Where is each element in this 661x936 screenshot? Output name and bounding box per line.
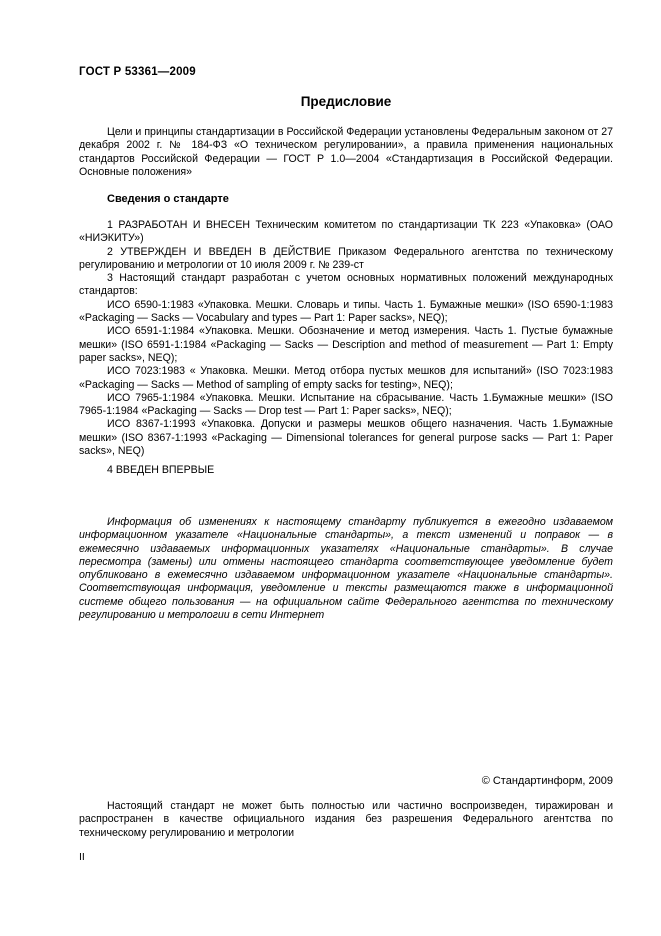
info-item-1: 1 РАЗРАБОТАН И ВНЕСЕН Техническим комитетом по стандартизации ТК 223 «Упаковка» (ОАО «НИЭКИТУ») [79, 219, 613, 245]
page-number: II [79, 851, 85, 863]
iso-reference: ИСО 7023:1983 « Упаковка. Мешки. Метод отбора пустых мешков для испытаний» (ISO 7023:1983 «Packaging — Sacks — Method of sampling of empty sacks for testing», NEQ); [79, 365, 613, 391]
page-title: Предисловие [300, 94, 392, 109]
iso-reference: ИСО 8367-1:1993 «Упаковка. Допуски и размеры мешков общего назначения. Часть 1.Бумажные мешки» (ISO 8367-1:1993 «Packaging — Dimensional tolerances for general purpose sacks — Part 1: Paper sacks», NEQ) [79, 418, 613, 458]
info-item-4: 4 ВВЕДЕН ВПЕРВЫЕ [107, 464, 215, 476]
standard-info-block [79, 219, 613, 458]
section-subtitle: Сведения о стандарте [107, 193, 229, 205]
info-notice: Информация об изменениях к настоящему стандарту публикуется в ежегодно издаваемом информационном указателе «Национальные стандарты», а текст изменений и поправок — в ежемесячно издаваемых информационных указателях «Национальные стандарты». В случае пересмотра (замены) или отмены настоящего стандарта соответствующее уведомление будет опубликовано в ежемесячно издаваемом информационном указателе «Национальные стандарты». Соответствующая информация, уведомление и тексты размещаются также в информационной системе общего пользования — на официальном сайте Федерального агентства по техническому регулированию и метрологии в сети Интернет [79, 516, 613, 622]
gost-header: ГОСТ Р 53361—2009 [79, 66, 196, 78]
copyright: © Стандартинформ, 2009 [481, 775, 613, 787]
iso-reference: ИСО 6590-1:1983 «Упаковка. Мешки. Словарь и типы. Часть 1. Бумажные мешки» (ISO 6590-1:1983 «Packaging — Sacks — Vocabulary and types — Part 1: Paper sacks», NEQ); [79, 298, 613, 325]
info-notice-block [79, 516, 613, 622]
item-4-block [79, 464, 613, 477]
info-item-2: 2 УТВЕРЖДЕН И ВВЕДЕН В ДЕЙСТВИЕ Приказом Федерального агентства по техническому регулированию и метрологии от 10 июля 2009 г. № 239-ст [79, 245, 613, 271]
intro-block [79, 126, 613, 179]
info-item-3: 3 Настоящий стандарт разработан с учетом основных нормативных положений международных стандартов: [79, 272, 613, 298]
intro-paragraph: Цели и принципы стандартизации в Российской Федерации установлены Федеральным законом от 27 декабря 2002 г. № 184-ФЗ «О техническом регулировании», а правила применения национальных стандартов Российской Федерации — ГОСТ Р 1.0—2004 «Стандартизация в Российской Федерации. Основные положения» [79, 126, 613, 178]
reproduction-block [79, 800, 613, 840]
iso-reference: ИСО 7965-1:1984 «Упаковка. Мешки. Испытание на сбрасывание. Часть 1.Бумажные мешки» (ISO 7965-1:1984 «Packaging — Sacks — Drop test — Part 1: Paper sacks», NEQ); [79, 391, 613, 418]
iso-reference: ИСО 6591-1:1984 «Упаковка. Мешки. Обозначение и метод измерения. Часть 1. Пустые бумажные мешки» (ISO 6591-1:1984 «Packaging — Sacks — Description and method of measurement — Part 1: Empty paper sacks», NEQ); [79, 325, 613, 364]
reproduction-notice: Настоящий стандарт не может быть полностью или частично воспроизведен, тиражирован и распространен в качестве официального издания без разрешения Федерального агентства по техническому регулированию и метрологии [79, 800, 613, 839]
